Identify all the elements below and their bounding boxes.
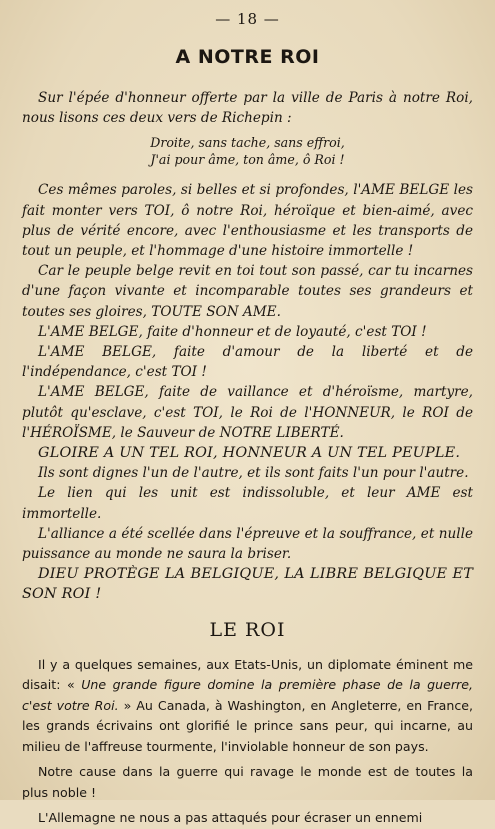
paragraph-3: L'AME BELGE, faite d'honneur et de loyauté, c'est TOI ! [38, 323, 427, 340]
paragraph-6: GLOIRE A UN TEL ROI, HONNEUR A UN TEL PEUPLE. [38, 445, 461, 462]
paragraph-7: Ils sont dignes l'un de l'autre, et ils sont faits l'un pour l'autre. [38, 465, 469, 482]
verse-line-1: Droite, sans tache, sans effroi, [150, 135, 345, 151]
paragraph-4: L'AME BELGE, faite d'amour de la liberté et de l'indépendance, c'est TOI ! [22, 344, 473, 381]
section-paragraph-1 [22, 655, 473, 758]
section-title: LE ROI [209, 618, 286, 641]
intro-paragraph: Sur l'épée d'honneur offerte par la ville de Paris à notre Roi, nous lisons ces deux vers de Richepin : [22, 90, 473, 127]
verse-line-2: J'ai pour âme, ton âme, ô Roi ! [150, 152, 345, 168]
paragraph-1: Ces mêmes paroles, si belles et si profondes, l'AME BELGE les fait monter vers TOI, ô notre Roi, héroïque et bien-aimé, avec plus de vérité encore, avec l'enthousiasme et les transports de tout un peuple, et l'hommage d'une histoire immortelle ! [22, 182, 473, 260]
paragraph-10: DIEU PROTÈGE LA BELGIQUE, LA LIBRE BELGIQUE ET SON ROI ! [22, 566, 473, 603]
section-paragraph-1-start: Il y a quelques semaines, aux Etats-Unis, un diplomate éminent me disait: « [22, 656, 473, 693]
paragraph-9: L'alliance a été scellée dans l'épreuve et la souffrance, et nulle puissance au monde ne saura la briser. [22, 525, 473, 563]
page-title: A NOTRE ROI [175, 46, 320, 68]
verse-quote [22, 134, 473, 168]
section-body [22, 655, 473, 829]
section-paragraph-2: Notre cause dans la guerre qui ravage le monde est de toutes la plus noble ! [22, 764, 473, 800]
paragraph-5: L'AME BELGE, faite de vaillance et d'héroïsme, martyre, plutôt qu'esclave, c'est TOI, le Roi de l'HONNEUR, le ROI de l'HÉROÏSME, le Sauveur de NOTRE LIBERTÉ. [22, 384, 473, 441]
paragraph-8: Le lien qui les unit est indissoluble, et leur AME est immortelle. [22, 485, 473, 522]
diplomat-quote: Une grande figure domine la première phase de la guerre, c'est votre Roi. [22, 677, 473, 713]
section-paragraph-3: L'Allemagne ne nous a pas attaqués pour écraser un ennemi [38, 810, 423, 826]
paragraph-2: Car le peuple belge revit en toi tout son passé, car tu incarnes d'une façon vivante et incomparable toutes ses grandeurs et toutes ses gloires, TOUTE SON AME. [22, 263, 473, 320]
section-paragraph-1-end: » Au Canada, à Washington, en Angleterre, en France, les grands écrivains ont glorifié le prince sans peur, qui incarne, au milieu de l'affreuse tourmente, l'inviolable honneur de son pays. [22, 697, 473, 754]
page-number: — 18 — [215, 10, 280, 28]
